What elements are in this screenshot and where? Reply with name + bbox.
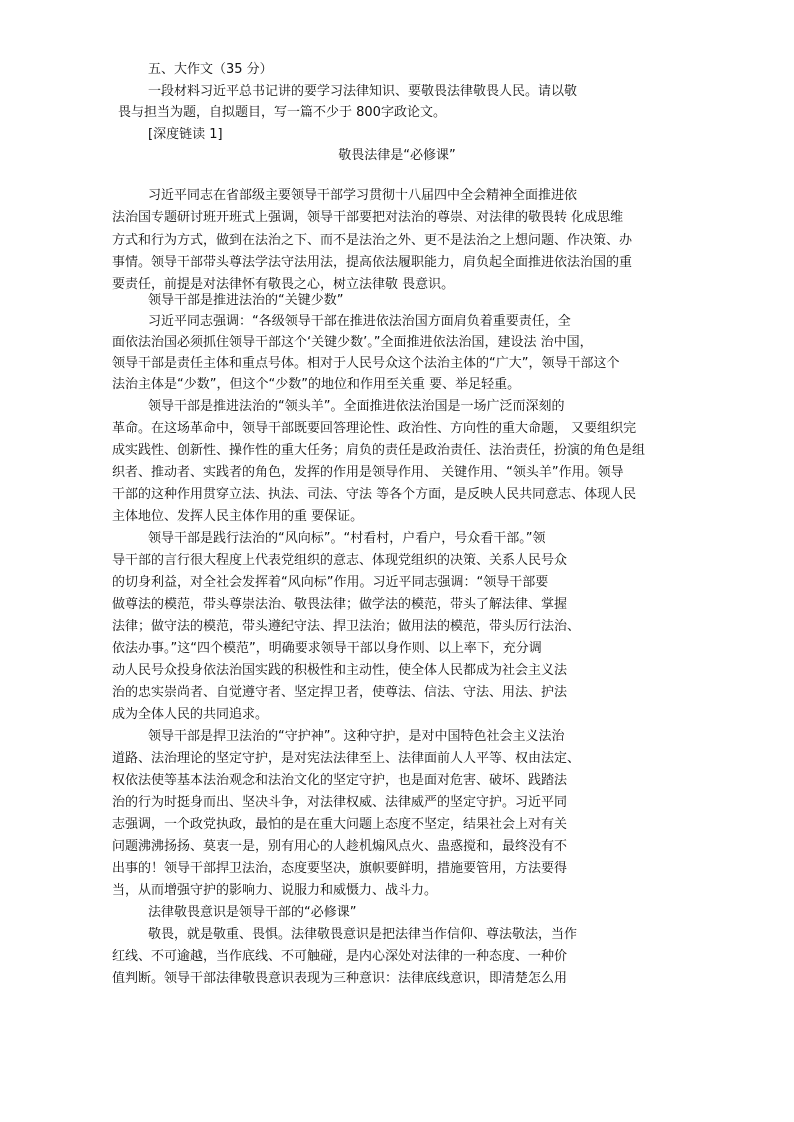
body-line: 领导干部是捍卫法治的“守护神”。这种守护，是对中国特色社会主义法治 (148, 729, 565, 744)
body-line: 习近平同志在省部级主要领导干部学习贯彻十八届四中全会精神全面推进依 (148, 188, 578, 203)
body-line: 方式和行为方式，做到在法治之下、而不是法治之外、更不是法治之上想问题、作决策、办 (112, 233, 633, 248)
body-line: 导干部的言行很大程度上代表党组织的意志、体现党组织的决策、关系人民号众 (112, 553, 568, 568)
body-line: 做尊法的模范，带头尊崇法治、敬畏法律；做学法的模范，带头了解法律、掌握 (112, 597, 568, 612)
body-line: 法律敬畏意识是领导干部的“必修课” (148, 905, 357, 920)
prompt-line-2: 畏与担当为题，自拟题目，写一篇不少于 800字政论文。 (118, 105, 446, 120)
body-line: 值判断。领导干部法律敬畏意识表现为三种意识：法律底线意识，即清楚怎么用 (112, 971, 568, 986)
body-line: 治的行为时挺身而出、坚决斗争，对法律权威、法律威严的坚定守护。习近平同 (112, 795, 568, 810)
body-line: 当，从而增强守护的影响力、说服力和威慑力、战斗力。 (112, 883, 438, 898)
reading-tag: [深度链读 1] (148, 127, 223, 142)
body-line: 志强调，一个政党执政，最怕的是在重大问题上态度不坚定，结果社会上对有关 (112, 817, 568, 832)
body-line: 领导干部是践行法治的“风向标”。“村看村，户看户，号众看干部。”领 (148, 531, 546, 546)
body-line: 主体地位、发挥人民主体作用的重 要保证。 (112, 509, 364, 524)
body-line: 出事的！领导干部捍卫法治，态度要坚决，旗帜要鲜明，措施要管用，方法要得 (112, 861, 568, 876)
body-line: 成为全体人民的共同追求。 (112, 707, 269, 722)
body-line: 依法办事。”这“四个模范”，明确要求领导干部以身作则、以上率下，充分调 (112, 641, 542, 656)
body-line: 法治国专题研讨班开班式上强调，领导干部要把对法治的尊崇、对法律的敬畏转 化成思维 (112, 210, 624, 225)
body-line: 治的忠实崇尚者、自觉遵守者、坚定捍卫者，使尊法、信法、守法、用法、护法 (112, 685, 568, 700)
body-line: 面依法治国必须抓住领导干部这个‘关键少数’。”全面推进依法治国，建设法 治中国， (112, 335, 593, 350)
body-line: 动人民号众投身依法治国实践的积极性和主动性，使全体人民都成为社会主义法 (112, 663, 568, 678)
article-title: 敬畏法律是“必修课” (338, 148, 456, 163)
body-line: 成实践性、创新性、操作性的重大任务；肩负的责任是政治责任、法治责任，扮演的角色是组 (112, 443, 646, 458)
prompt-line-1: 一段材料习近平总书记讲的要学习法律知识、要敬畏法律敬畏人民。请以敬 (148, 84, 578, 99)
body-line: 习近平同志强调：“各级领导干部在推进依法治国方面肩负着重要责任，全 (148, 314, 571, 329)
body-line: 领导干部是推进法治的“关键少数” (148, 293, 344, 308)
body-line: 权依法使等基本法治观念和法治文化的坚定守护，也是面对危害、破坏、践踏法 (112, 773, 568, 788)
body-line: 敬畏，就是敬重、畏惧。法律敬畏意识是把法律当作信仰、尊法敬法，当作 (148, 927, 578, 942)
section-heading: 五、大作文（35 分） (148, 62, 273, 77)
body-line: 要责任，前提是对法律怀有敬畏之心，树立法律敬 畏意识。 (112, 277, 455, 292)
body-line: 法律；做守法的模范，带头遵纪守法、捍卫法治；做用法的模范，带头厉行法治、 (112, 619, 581, 634)
body-line: 领导干部是推进法治的“领头羊”。全面推进依法治国是一场广泛而深刻的 (148, 399, 565, 414)
body-line: 红线、不可逾越，当作底线、不可触碰，是内心深处对法律的一种态度、一种价 (112, 949, 568, 964)
body-line: 事情。领导干部带头尊法学法守法用法，提高依法履职能力，肩负起全面推进依法治国的重 (112, 255, 633, 270)
body-line: 织者、推动者、实践者的角色，发挥的作用是领导作用、 关键作用、“领头羊”作用。领导 (112, 465, 624, 480)
body-line: 革命。在这场革命中，领导干部既要回答理论性、政治性、方向性的重大命题， 又要组织完 (112, 421, 637, 436)
body-line: 问题沸沸扬扬、莫衷一是，别有用心的人趁机煽风点火、蛊惑搅和，最终没有不 (112, 839, 568, 854)
body-line: 道路、法治理论的坚定守护，是对宪法法律至上、法律面前人人平等、权由法定、 (112, 751, 581, 766)
body-line: 法治主体是“少数”，但这个“少数”的地位和作用至关重 要、举足轻重。 (112, 377, 521, 392)
body-line: 干部的这种作用贯穿立法、执法、司法、守法 等各个方面，是反映人民共同意志、体现人民 (112, 487, 637, 502)
body-line: 领导干部是责任主体和重点号体。相对于人民号众这个法治主体的“广大”，领导干部这个 (112, 356, 620, 371)
body-line: 的切身利益，对全社会发挥着“风向标”作用。习近平同志强调：“领导干部要 (112, 575, 549, 590)
